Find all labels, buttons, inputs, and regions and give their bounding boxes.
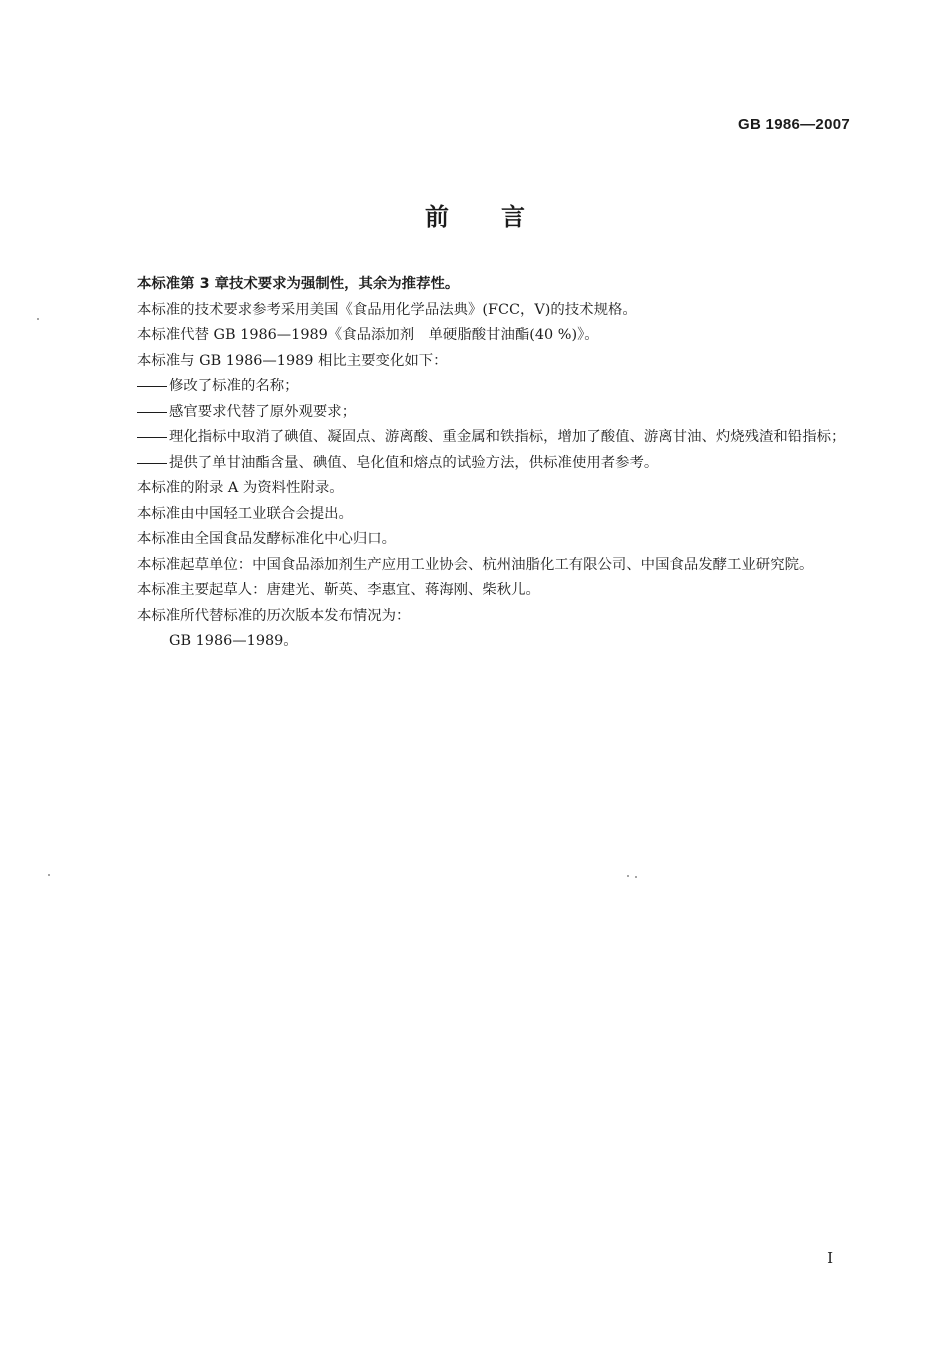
scan-speck xyxy=(635,876,637,878)
history-item: GB 1986—1989。 xyxy=(169,633,298,649)
page-title: 前言 xyxy=(425,203,577,231)
change-item xyxy=(98,425,853,451)
dash-mark xyxy=(137,463,167,464)
dash-mark xyxy=(137,437,167,438)
paragraph-replaces: 本标准代替 GB 1986—1989《食品添加剂 单硬脂酸甘油酯(40 %)》。 xyxy=(137,327,599,343)
dash-mark xyxy=(137,386,167,387)
change-item xyxy=(98,374,853,400)
scan-speck xyxy=(37,318,39,320)
paragraph-administrator: 本标准由全国食品发酵标准化中心归口。 xyxy=(137,531,397,547)
paragraph-changes-intro: 本标准与 GB 1986—1989 相比主要变化如下： xyxy=(137,352,448,369)
standard-code: GB 1986—2007 xyxy=(737,116,850,133)
page-number: Ⅰ xyxy=(827,1249,833,1267)
change-item-text: 修改了标准的名称； xyxy=(169,378,299,394)
paragraph-appendix: 本标准的附录 A 为资料性附录。 xyxy=(137,480,344,496)
paragraph-drafting-units: 本标准起草单位：中国食品添加剂生产应用工业协会、杭州油脂化工有限公司、中国食品发酵工业研究院。 xyxy=(137,556,814,573)
change-item-text: 提供了单甘油酯含量、碘值、皂化值和熔点的试验方法，供标准使用者参考。 xyxy=(169,454,659,471)
paragraph-drafters: 本标准主要起草人：唐建光、靳英、李惠宜、蒋海刚、柴秋儿。 xyxy=(137,582,540,598)
change-item xyxy=(98,451,853,477)
paragraph-history-intro: 本标准所代替标准的历次版本发布情况为： xyxy=(137,607,411,624)
change-item xyxy=(98,400,853,426)
scan-speck xyxy=(48,874,50,876)
paragraph-mandatory-note: 本标准第 3 章技术要求为强制性，其余为推荐性。 xyxy=(137,276,460,292)
change-item-text: 理化指标中取消了碘值、凝固点、游离酸、重金属和铁指标，增加了酸值、游离甘油、灼烧残渣和铅指标； xyxy=(169,429,846,445)
scan-speck xyxy=(627,875,629,877)
change-item-text: 感官要求代替了原外观要求； xyxy=(169,403,357,420)
paragraph-reference: 本标准的技术要求参考采用美国《食品用化学品法典》(FCC，Ⅴ)的技术规格。 xyxy=(137,301,637,318)
paragraph-proposer: 本标准由中国轻工业联合会提出。 xyxy=(137,505,353,522)
dash-mark xyxy=(137,412,167,413)
foreword-body xyxy=(98,272,853,655)
